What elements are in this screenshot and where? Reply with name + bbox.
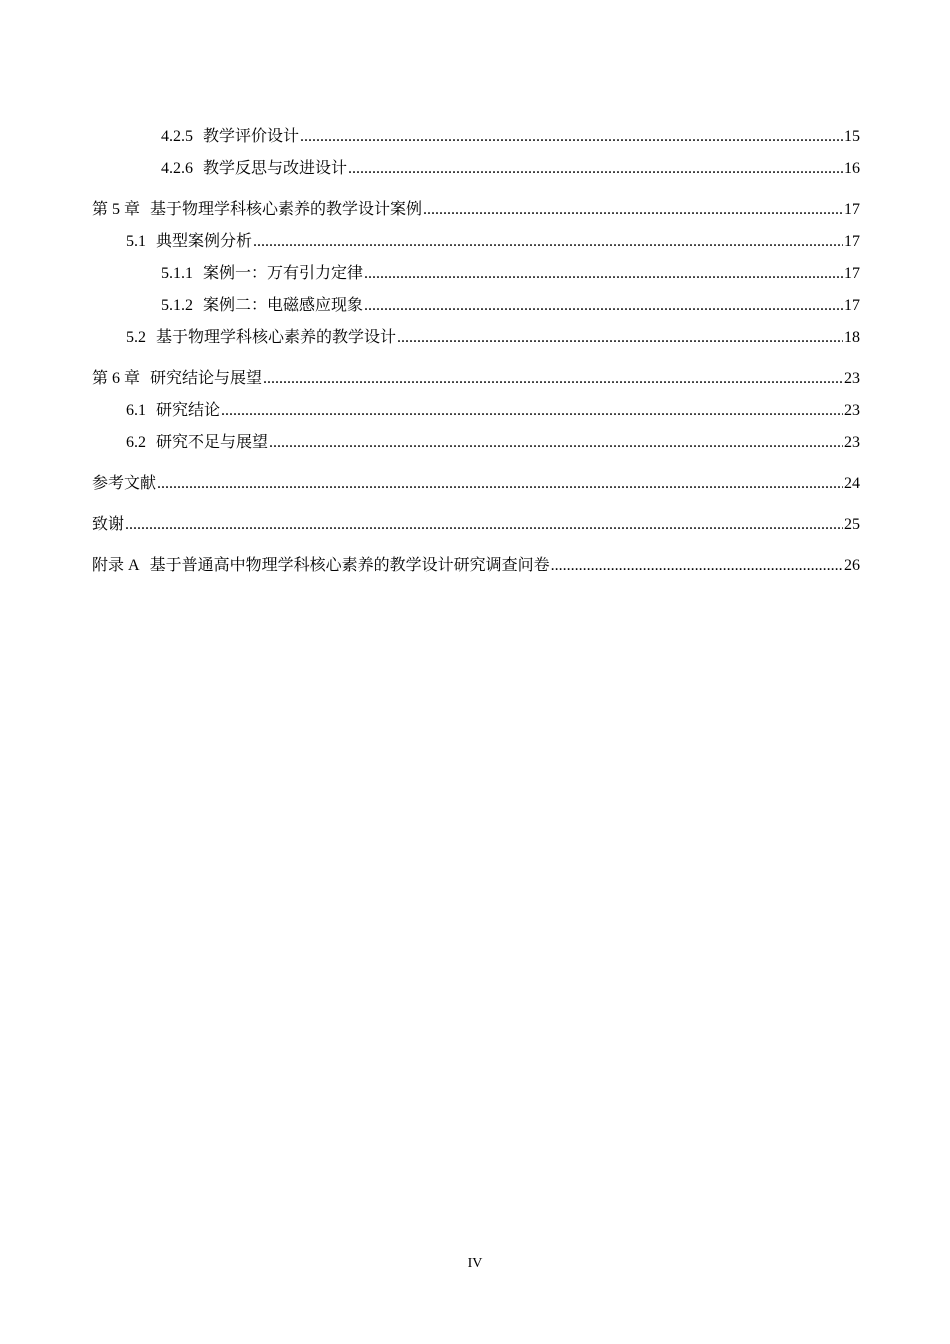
toc-entry-page: 23 [844, 402, 860, 419]
toc-entry-title: 基于物理学科核心素养的教学设计案例 [150, 199, 423, 218]
toc-entry-4-2-6[interactable] [92, 152, 860, 184]
toc-entry-page: 15 [844, 128, 860, 145]
toc-entry-number: 附录 A [92, 557, 140, 574]
toc-entry-title: 典型案例分析 [156, 231, 253, 250]
toc-entry-page: 17 [844, 233, 860, 250]
toc-entry-title: 致谢 [92, 514, 125, 533]
toc-dot-leader [348, 153, 843, 185]
toc-dot-leader [423, 194, 843, 226]
toc-entry-chapter-6[interactable] [92, 362, 860, 394]
toc-entry-4-2-5[interactable] [92, 120, 860, 152]
toc-entry-title: 教学评价设计 [203, 126, 300, 145]
toc-entry-title: 案例二：电磁感应现象 [203, 295, 364, 314]
toc-entry-number: 第 5 章 [92, 201, 141, 218]
toc-entry-number: 5.1 [126, 233, 146, 250]
toc-entry-number: 第 6 章 [92, 370, 141, 387]
toc-entry-number: 4.2.5 [161, 128, 193, 145]
toc-dot-leader [300, 121, 843, 153]
table-of-contents [92, 120, 860, 581]
toc-dot-leader [364, 290, 843, 322]
toc-entry-title: 参考文献 [92, 473, 157, 492]
toc-dot-leader [263, 363, 843, 395]
toc-dot-leader [253, 226, 843, 258]
toc-entry-page: 25 [844, 516, 860, 533]
toc-entry-title: 基于普通高中物理学科核心素养的教学设计研究调查问卷 [149, 555, 550, 574]
toc-dot-leader [125, 509, 843, 541]
toc-entry-page: 17 [844, 201, 860, 218]
toc-entry-appendix-a[interactable] [92, 549, 860, 581]
page-number-footer: IV [467, 1256, 483, 1271]
toc-entry-page: 17 [844, 297, 860, 314]
toc-entry-5-1[interactable] [92, 225, 860, 257]
toc-entry-number: 5.1.2 [161, 297, 193, 314]
toc-entry-acknowledgements[interactable] [92, 508, 860, 540]
toc-entry-5-1-2[interactable] [92, 289, 860, 321]
toc-entry-title: 研究不足与展望 [156, 432, 269, 451]
toc-entry-title: 研究结论与展望 [150, 368, 263, 387]
toc-dot-leader [221, 395, 843, 427]
toc-entry-title: 基于物理学科核心素养的教学设计 [156, 327, 397, 346]
toc-entry-title: 教学反思与改进设计 [203, 158, 348, 177]
toc-entry-page: 17 [844, 265, 860, 282]
toc-entry-chapter-5[interactable] [92, 193, 860, 225]
toc-entry-references[interactable] [92, 467, 860, 499]
toc-entry-number: 6.2 [126, 434, 146, 451]
toc-entry-5-2[interactable] [92, 321, 860, 353]
toc-dot-leader [397, 322, 843, 354]
toc-entry-page: 23 [844, 370, 860, 387]
toc-dot-leader [157, 468, 843, 500]
toc-entry-page: 26 [844, 557, 860, 574]
toc-entry-title: 研究结论 [156, 400, 221, 419]
toc-entry-6-2[interactable] [92, 426, 860, 458]
toc-entry-number: 5.2 [126, 329, 146, 346]
toc-entry-page: 24 [844, 475, 860, 492]
toc-entry-number: 5.1.1 [161, 265, 193, 282]
toc-entry-page: 23 [844, 434, 860, 451]
toc-dot-leader [364, 258, 843, 290]
toc-entry-title: 案例一：万有引力定律 [203, 263, 364, 282]
toc-entry-5-1-1[interactable] [92, 257, 860, 289]
toc-entry-page: 16 [844, 160, 860, 177]
toc-entry-number: 4.2.6 [161, 160, 193, 177]
toc-entry-page: 18 [844, 329, 860, 346]
toc-dot-leader [551, 550, 843, 582]
toc-dot-leader [269, 427, 843, 459]
toc-entry-number: 6.1 [126, 402, 146, 419]
toc-entry-6-1[interactable] [92, 394, 860, 426]
